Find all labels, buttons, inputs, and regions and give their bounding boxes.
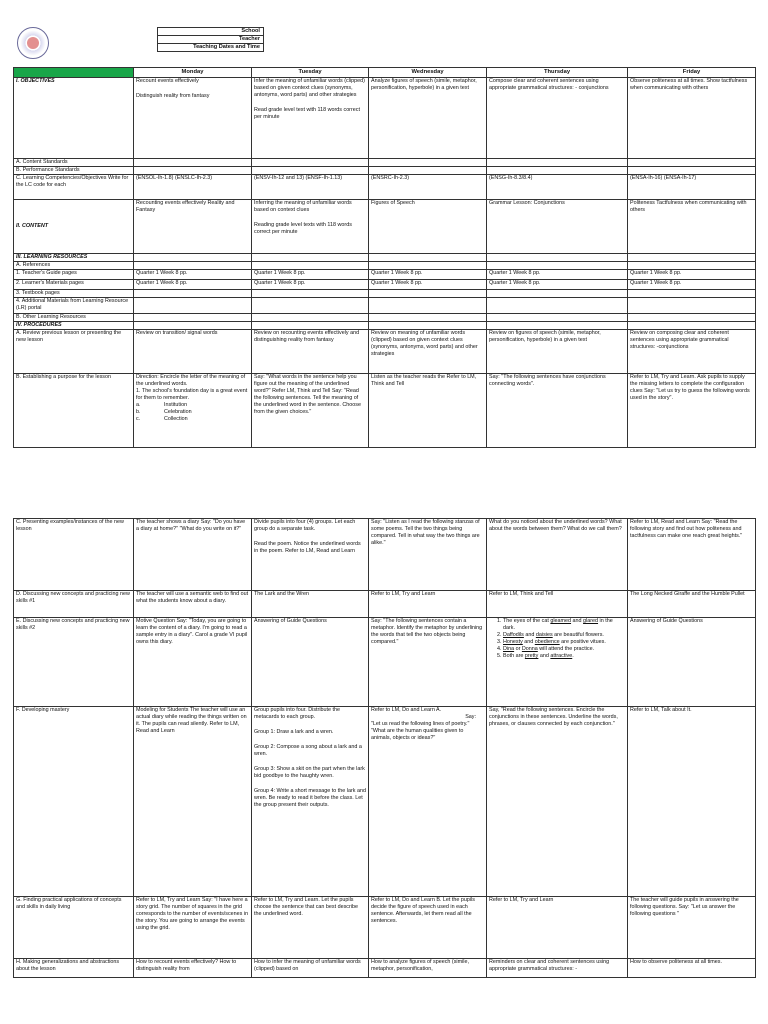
empty-cell (628, 167, 756, 175)
text-line: Group 3: Show a skit on the part when the lark bid goodbye to the haughty wren. (254, 766, 365, 779)
row-presenting (14, 519, 756, 591)
gap (254, 780, 366, 788)
empty-cell (369, 167, 487, 175)
row-label-discussing-1: D. Discussing new concepts and practicing new skills #1 (14, 591, 134, 618)
row-learning-resources (14, 254, 756, 262)
day-header-wednesday: Wednesday (369, 68, 487, 78)
text-span: or (514, 646, 522, 652)
empty-cell (252, 262, 369, 270)
text-span: and (522, 639, 535, 645)
empty-cell (628, 159, 756, 167)
text-span: Both are (503, 653, 525, 659)
empty-cell (487, 262, 628, 270)
cell-practical-mon: Refer to LM, Try and Learn Say: "I have here a story grid. The number of squares in the grid corresponds to the number of events/scenes in the story. You are going to arrange the events using the grid. (134, 897, 252, 959)
empty-cell (134, 167, 252, 175)
empty-cell (487, 314, 628, 322)
cell-discussing-2-fri: Answering of Guide Questions (628, 618, 756, 707)
text-span: The eyes of the cat (503, 618, 551, 624)
cell-practical-thu: Refer to LM, Try and Learn (487, 897, 628, 959)
cell-purpose-tue: Say: "What words in the sentence help you figure out the meaning of the underlined word?" Refer LM, Think and Tell Say: "Read the following sentences. Tell the meaning of the underlined word in the sentence. Choose from the given choices." (252, 374, 369, 448)
row-generalizations (14, 959, 756, 978)
empty-cell (487, 254, 628, 262)
row-label-content-standards: A. Content Standards (14, 159, 134, 167)
day-header-friday: Friday (628, 68, 756, 78)
cell-discussing-2-wed: Say: "The following sentences contain a metaphor. Identify the metaphor by underlining the words that tell the two objects being compared." (369, 618, 487, 707)
text-line: Group 4: Write a short message to the lark and wren. Be ready to read it before the class. Let the group present their outputs. (254, 788, 366, 808)
text-line: Refer to LM, Do and Learn A. (371, 707, 442, 713)
cell-content-thu: Grammar Lesson: Conjunctions (487, 200, 628, 254)
gap (254, 758, 366, 766)
row-label-other-resources: B. Other Learning Resources (14, 314, 134, 322)
header-teaching-dates: Teaching Dates and Time (158, 44, 264, 52)
cell-objectives-wed: Analyze figures of speech (simile, metaphor, personification, hyperbole) in a given text (369, 78, 487, 159)
conjunction-example-list (489, 618, 625, 660)
row-label-learning-resources: III. LEARNING RESOURCES (14, 254, 134, 262)
empty-cell (369, 298, 487, 314)
empty-cell (252, 314, 369, 322)
gap (254, 214, 366, 222)
text-line: "Let us read the following lines of poetry." "What are the human qualities given to animals, objects or ideas?" (371, 721, 470, 741)
empty-cell (487, 322, 628, 330)
empty-cell (369, 254, 487, 262)
empty-cell (487, 290, 628, 298)
row-content (14, 200, 756, 254)
cell-generalizations-tue: How to infer the meaning of unfamiliar words (clipped) based on (252, 959, 369, 978)
empty-cell (628, 298, 756, 314)
choice-text: Institution (164, 402, 188, 408)
row-competencies (14, 175, 756, 200)
row-label-content: II. CONTENT (14, 200, 134, 254)
row-lm-pages (14, 280, 756, 290)
row-textbook-pages (14, 290, 756, 298)
cell-mastery-wed (369, 707, 487, 897)
cell-lm-pages: Quarter 1 Week 8 pp. (487, 280, 628, 290)
cell-presenting-fri: Refer to LM, Read and Learn Say: "Read the following story and find out how politeness and tactfulness can make one reach great heights." (628, 519, 756, 591)
underlined-word: daisies (535, 632, 553, 638)
cell-discussing-1-mon: The teacher will use a semantic web to find out what the students know about a diary. (134, 591, 252, 618)
day-header-thursday: Thursday (487, 68, 628, 78)
cell-tg-pages: Quarter 1 Week 8 pp. (628, 270, 756, 280)
header-info-table (157, 27, 264, 52)
underlined-word: glared (583, 618, 599, 624)
row-label-presenting: C. Presenting examples/instances of the new lesson (14, 519, 134, 591)
cell-practical-tue: Refer to LM, Try and Learn. Let the pupils choose the sentence that can best describe the underlined word. (252, 897, 369, 959)
cell-competencies-fri: (ENSA-Ih-16) (ENSA-Ih-17) (628, 175, 756, 200)
row-discussing-1 (14, 591, 756, 618)
row-label-review: A. Review previous lesson or presenting the new lesson (14, 330, 134, 374)
text-span: and (571, 618, 584, 624)
empty-cell (252, 159, 369, 167)
empty-cell (628, 290, 756, 298)
text-span: in the dark. (503, 618, 613, 631)
cell-discussing-2-mon: Motive Question Say: "Today, you are going to learn the content of a diary. I'm going to read a sample entry in a diary". Carol a grade VI pupil owns this diary. (134, 618, 252, 707)
cell-presenting-tue (252, 519, 369, 591)
cell-discussing-1-fri: The Long Necked Giraffe and the Humble Pullet (628, 591, 756, 618)
choice-letter: b. (136, 409, 141, 415)
day-header-tuesday: Tuesday (252, 68, 369, 78)
row-label-objectives: I. OBJECTIVES (14, 78, 134, 159)
cell-content-wed: Figures of Speech (369, 200, 487, 254)
cell-review-mon: Review on transition/ signal words (134, 330, 252, 374)
cell-mastery-mon: Modeling for Students The teacher will use an actual diary while reading the things written on it. The pupils can read silently. Refer to LM, Read and Learn (134, 707, 252, 897)
cell-content-mon: Recounting events effectively Reality and Fantasy (134, 200, 252, 254)
row-label-tg-pages: 1. Teacher's Guide pages (14, 270, 134, 280)
empty-cell (369, 159, 487, 167)
row-additional-materials (14, 298, 756, 314)
empty-cell (628, 314, 756, 322)
gap (254, 721, 366, 729)
text-line: Group 1: Draw a lark and a wren. (254, 729, 334, 735)
row-practical (14, 897, 756, 959)
cell-generalizations-fri: How to observe politeness at all times. (628, 959, 756, 978)
text-line: Group 2: Compose a song about a lark and a wren. (254, 744, 362, 757)
row-content-standards (14, 159, 756, 167)
cell-purpose-wed: Listen as the teacher reads the Refer to LM, Think and Tell (369, 374, 487, 448)
cell-lm-pages: Quarter 1 Week 8 pp. (369, 280, 487, 290)
empty-cell (252, 298, 369, 314)
cell-generalizations-thu: Reminders on clear and coherent sentences using appropriate grammatical structures: - (487, 959, 628, 978)
cell-mastery-tue (252, 707, 369, 897)
cell-generalizations-wed: How to analyze figures of speech (simile, metaphor, personification, (369, 959, 487, 978)
header-school: School (158, 28, 264, 36)
text-span: and (538, 653, 551, 659)
cell-tg-pages: Quarter 1 Week 8 pp. (252, 270, 369, 280)
cell-competencies-tue: (ENSV-Ih-12 and 13) (ENSF-Ih-1.13) (252, 175, 369, 200)
cell-review-tue: Review on recounting events effectively and distinguishing reality from fantasy (252, 330, 369, 374)
row-mastery (14, 707, 756, 897)
row-label-generalizations: H. Making generalizations and abstractions about the lesson (14, 959, 134, 978)
cell-content-fri: Politeness Tactfulness when communicating with others (628, 200, 756, 254)
cell-presenting-wed: Say: "Listen as I read the following stanzas of some poems. Tell the two things being compared. Tell in what way the two things are alike." (369, 519, 487, 591)
empty-cell (252, 290, 369, 298)
row-label-procedures: IV. PROCEDURES (14, 322, 134, 330)
cell-discussing-1-wed: Refer to LM, Try and Learn (369, 591, 487, 618)
cell-objectives-thu: Compose clear and coherent sentences using appropriate grammatical structures: - conjunctions (487, 78, 628, 159)
row-label-performance-standards: B. Performance Standards (14, 167, 134, 175)
text-line: Infer the meaning of unfamiliar words (clipped) based on given context clues (synonyms, antonyms, word parts) and other strategies (254, 78, 365, 98)
text-line: Say: (465, 714, 476, 720)
text-span: are positive vitues. (559, 639, 606, 645)
header-teacher: Teacher (158, 36, 264, 44)
header-corner-cell (14, 68, 134, 78)
underlined-word: obedience (534, 639, 560, 645)
text-line: Group pupils into four. Distribute the metacards to each group. (254, 707, 340, 720)
underlined-word: gleamed (550, 618, 572, 624)
empty-cell (369, 290, 487, 298)
underlined-word: Daffodils (503, 632, 524, 638)
list-item (503, 646, 625, 653)
underlined-word: Donna (521, 646, 538, 652)
cell-mastery-thu: Say, "Read the following sentences. Encircle the conjunctions in these sentences. Underline the words, phrases, or clauses connected by each conjunction." (487, 707, 628, 897)
gap (254, 533, 366, 541)
row-procedures (14, 322, 756, 330)
empty-cell (134, 314, 252, 322)
choice-letter: c. (136, 416, 141, 422)
empty-cell (369, 322, 487, 330)
choice-row (136, 402, 249, 409)
cell-discussing-1-tue: The Lark and the Wren (252, 591, 369, 618)
text-span: are beautiful flowers. (552, 632, 604, 638)
empty-cell (134, 298, 252, 314)
empty-cell (134, 262, 252, 270)
text-line: Read the poem. Notice the underlined words in the poem. Refer to LM, Read and Learn (254, 541, 361, 554)
empty-cell (487, 159, 628, 167)
choice-letter: a. (136, 402, 141, 408)
row-label-textbook-pages: 3. Textbook pages (14, 290, 134, 298)
row-other-resources (14, 314, 756, 322)
lesson-table-part-2 (13, 518, 756, 978)
row-objectives (14, 78, 756, 159)
row-discussing-2 (14, 618, 756, 707)
row-label-references: A. References (14, 262, 134, 270)
text-span: will attend the practice. (537, 646, 595, 652)
cell-review-wed: Review on meaning of unfamiliar words (clipped) based on given context clues (synonyms, antonyms, word parts) and other strategies (369, 330, 487, 374)
cell-objectives-fri: Observe politeness at all times. Show tactfulness when communicating with others (628, 78, 756, 159)
cell-competencies-thu: (ENSG-Ih-8.3/8.4) (487, 175, 628, 200)
text-line: Direction: Encircle the letter of the meaning of the underlined words. (136, 374, 246, 387)
row-references (14, 262, 756, 270)
row-label-additional-materials: 4. Additional Materials from Learning Resource (LR) portal (14, 298, 134, 314)
empty-cell (252, 167, 369, 175)
text-line: Reading grade level texts with 118 words correct per minute (254, 222, 352, 235)
underlined-word: Dina (503, 646, 515, 652)
row-tg-pages (14, 270, 756, 280)
empty-cell (628, 322, 756, 330)
gap (136, 85, 249, 93)
cell-discussing-2-tue: Answering of Guide Questions (252, 618, 369, 707)
cell-lm-pages: Quarter 1 Week 8 pp. (628, 280, 756, 290)
row-label-discussing-2: E. Discussing new concepts and practicing new skills #2 (14, 618, 134, 707)
text-span: and (523, 632, 536, 638)
cell-competencies-wed: (ENSRC-Ih-2.3) (369, 175, 487, 200)
text-line: Distinguish reality from fantasy (136, 93, 210, 99)
row-label-practical: G. Finding practical applications of concepts and skills in daily living (14, 897, 134, 959)
cell-purpose-mon (134, 374, 252, 448)
lesson-table-part-1 (13, 67, 756, 448)
deped-seal-logo (17, 27, 49, 59)
row-review (14, 330, 756, 374)
empty-cell (134, 322, 252, 330)
cell-presenting-mon: The teacher shows a diary Say: "Do you have a diary at home?" "What do you write on it?" (134, 519, 252, 591)
cell-purpose-thu: Say: "The following sentences have conjunctions connecting words". (487, 374, 628, 448)
empty-cell (252, 254, 369, 262)
cell-objectives-mon (134, 78, 252, 159)
text-line: Inferring the meaning of unfamiliar words based on context clues (254, 200, 352, 213)
cell-competencies-mon: (ENSOL-Ih-1.8) (ENSLC-Ih-2.3) (134, 175, 252, 200)
text-span: . (572, 653, 574, 659)
choice-row (136, 409, 249, 416)
cell-content-tue (252, 200, 369, 254)
empty-cell (369, 314, 487, 322)
underlined-word: pretty (524, 653, 539, 659)
cell-generalizations-mon: How to recount events effectively? How to distinguish reality from (134, 959, 252, 978)
empty-cell (134, 290, 252, 298)
text-line: Recount events effectively (136, 78, 199, 84)
list-item (503, 653, 625, 660)
list-item (503, 639, 625, 646)
cell-review-fri: Review on composing clear and coherent sentences using appropriate grammatical structures: -conjunctions (628, 330, 756, 374)
cell-tg-pages: Quarter 1 Week 8 pp. (487, 270, 628, 280)
cell-presenting-thu: What do you noticed about the underlined words? What about the words between them? What do we call them? (487, 519, 628, 591)
cell-practical-wed: Refer to LM, Do and Learn B. Let the pupils decide the figure of speech used in each sentence. Afterwards, let them read all the sentences. (369, 897, 487, 959)
choice-text: Collection (164, 416, 188, 422)
row-performance-standards (14, 167, 756, 175)
empty-cell (369, 262, 487, 270)
text-line: Read grade level text with 118 words correct per minute (254, 107, 360, 120)
gap (254, 99, 366, 107)
cell-tg-pages: Quarter 1 Week 8 pp. (134, 270, 252, 280)
text-line: Divide pupils into four (4) groups. Let each group do a separate task. (254, 519, 356, 532)
underlined-word: attractive (550, 653, 573, 659)
cell-review-thu: Review on figures of speech (simile, metaphor, personification, hyperbole) in a given text (487, 330, 628, 374)
choice-row (136, 416, 249, 423)
cell-objectives-tue (252, 78, 369, 159)
day-header-monday: Monday (134, 68, 252, 78)
cell-lm-pages: Quarter 1 Week 8 pp. (134, 280, 252, 290)
cell-purpose-fri: Refer to LM, Try and Learn. Ask pupils to supply the missing letters to complete the configuration clues Say: "Let us try to guess the following words used in the story". (628, 374, 756, 448)
empty-cell (134, 254, 252, 262)
cell-practical-fri: The teacher will guide pupils in answering the following questions. Say: "Let us answer the following questions " (628, 897, 756, 959)
empty-cell (134, 159, 252, 167)
cell-tg-pages: Quarter 1 Week 8 pp. (369, 270, 487, 280)
cell-mastery-fri: Refer to LM, Talk about It. (628, 707, 756, 897)
cell-lm-pages: Quarter 1 Week 8 pp. (252, 280, 369, 290)
empty-cell (628, 254, 756, 262)
row-label-purpose: B. Establishing a purpose for the lesson (14, 374, 134, 448)
list-item (503, 618, 625, 632)
empty-cell (252, 322, 369, 330)
empty-cell (628, 262, 756, 270)
row-purpose (14, 374, 756, 448)
row-label-competencies: C. Learning Competencies/Objectives Write for the LC code for each (14, 175, 134, 200)
row-label-mastery: F. Developing mastery (14, 707, 134, 897)
gap (254, 736, 366, 744)
cell-discussing-1-thu: Refer to LM, Think and Tell (487, 591, 628, 618)
empty-cell (487, 167, 628, 175)
row-label-lm-pages: 2. Learner's Materials pages (14, 280, 134, 290)
empty-cell (487, 298, 628, 314)
choice-text: Celebration (164, 409, 192, 415)
list-item (503, 632, 625, 639)
cell-discussing-2-thu (487, 618, 628, 707)
text-line: 1. The school's foundation day is a great event for them to remember. (136, 388, 248, 401)
underlined-word: Honesty (503, 639, 523, 645)
